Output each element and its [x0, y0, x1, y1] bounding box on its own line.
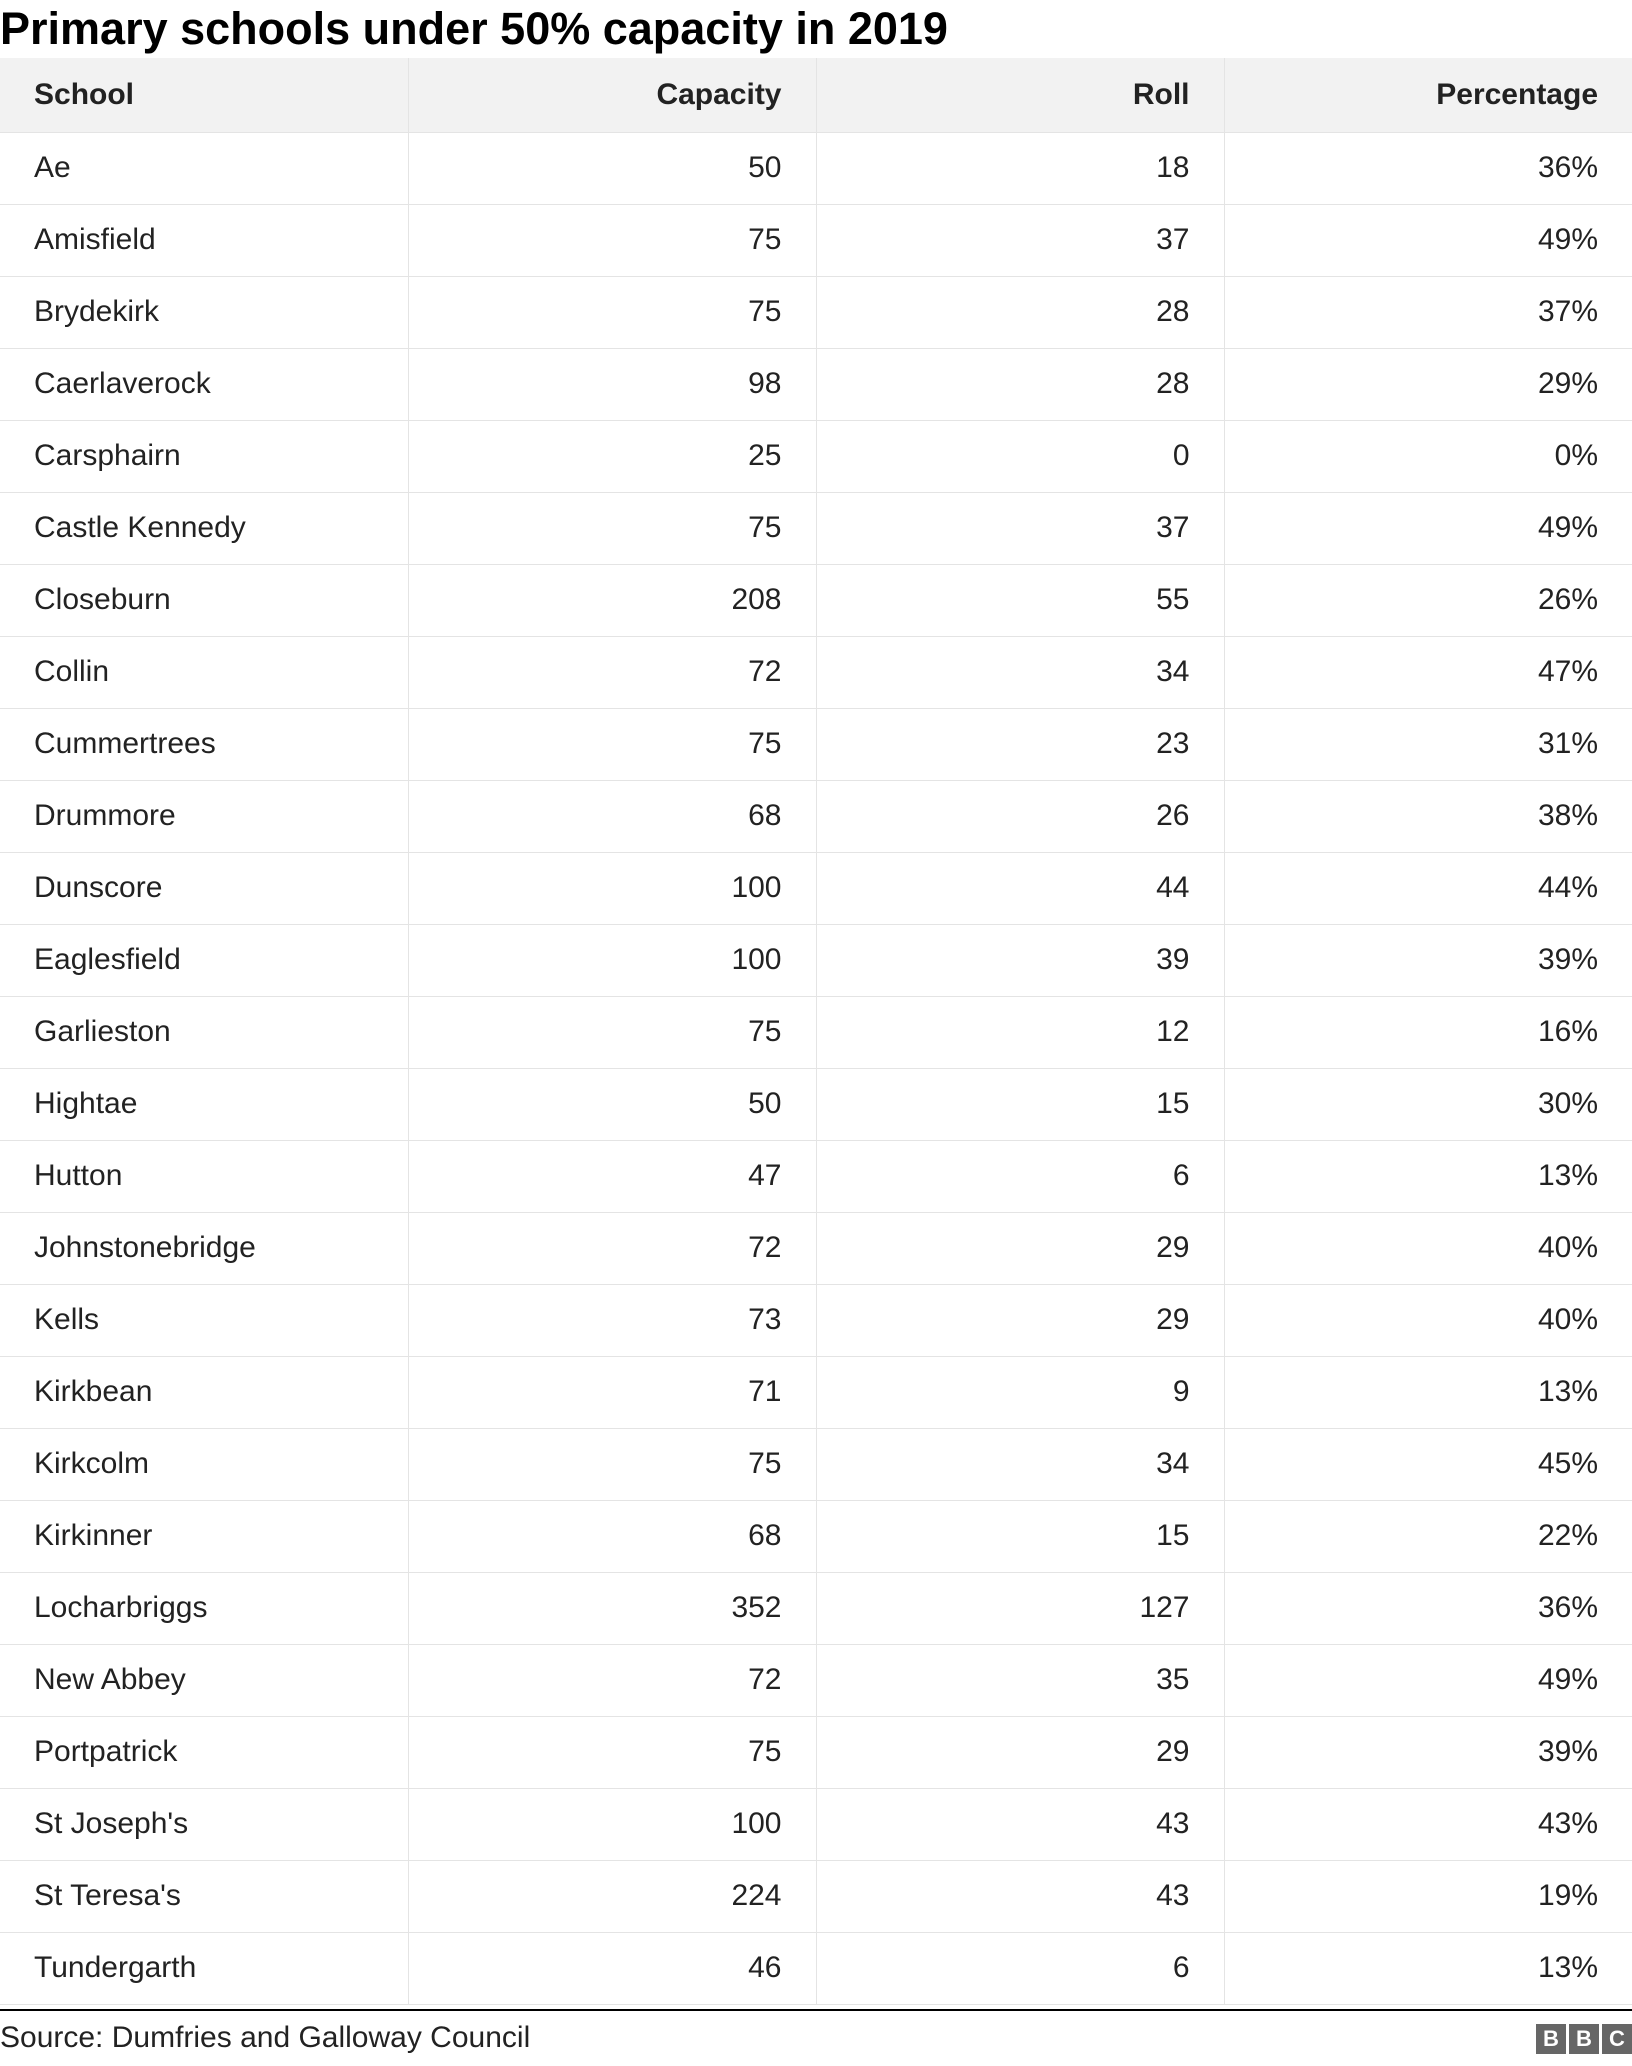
cell-percentage: 40% — [1224, 1212, 1632, 1284]
cell-roll: 28 — [816, 348, 1224, 420]
cell-capacity: 100 — [408, 1788, 816, 1860]
cell-capacity: 98 — [408, 348, 816, 420]
cell-percentage: 45% — [1224, 1428, 1632, 1500]
cell-school: St Joseph's — [0, 1788, 408, 1860]
cell-capacity: 72 — [408, 636, 816, 708]
cell-roll: 55 — [816, 564, 1224, 636]
table-row — [0, 708, 1632, 780]
cell-percentage: 22% — [1224, 1500, 1632, 1572]
cell-roll: 127 — [816, 1572, 1224, 1644]
cell-school: Tundergarth — [0, 1932, 408, 2004]
cell-capacity: 75 — [408, 492, 816, 564]
table-row — [0, 204, 1632, 276]
cell-percentage: 29% — [1224, 348, 1632, 420]
cell-capacity: 75 — [408, 204, 816, 276]
cell-school: Kirkinner — [0, 1500, 408, 1572]
cell-percentage: 43% — [1224, 1788, 1632, 1860]
cell-roll: 34 — [816, 636, 1224, 708]
cell-percentage: 44% — [1224, 852, 1632, 924]
chart-title: Primary schools under 50% capacity in 2019 — [0, 3, 948, 54]
bbc-logo-letter: B — [1569, 2024, 1599, 2054]
cell-percentage: 13% — [1224, 1140, 1632, 1212]
table-row — [0, 1428, 1632, 1500]
cell-percentage: 49% — [1224, 492, 1632, 564]
table-row — [0, 1356, 1632, 1428]
table-row — [0, 1284, 1632, 1356]
cell-percentage: 38% — [1224, 780, 1632, 852]
cell-percentage: 16% — [1224, 996, 1632, 1068]
cell-percentage: 19% — [1224, 1860, 1632, 1932]
cell-capacity: 50 — [408, 1068, 816, 1140]
bottom-divider — [0, 2009, 1632, 2011]
table-row — [0, 852, 1632, 924]
table-body — [0, 132, 1632, 2004]
cell-roll: 9 — [816, 1356, 1224, 1428]
cell-capacity: 75 — [408, 276, 816, 348]
table-header — [0, 58, 1632, 132]
cell-percentage: 13% — [1224, 1356, 1632, 1428]
cell-capacity: 75 — [408, 1716, 816, 1788]
table-row — [0, 1932, 1632, 2004]
cell-roll: 15 — [816, 1068, 1224, 1140]
cell-roll: 29 — [816, 1716, 1224, 1788]
table-row — [0, 492, 1632, 564]
header-row — [0, 58, 1632, 132]
cell-roll: 6 — [816, 1140, 1224, 1212]
column-header-capacity: Capacity — [408, 58, 816, 132]
cell-percentage: 36% — [1224, 132, 1632, 204]
cell-roll: 29 — [816, 1284, 1224, 1356]
cell-percentage: 31% — [1224, 708, 1632, 780]
column-header-roll: Roll — [816, 58, 1224, 132]
cell-school: Kells — [0, 1284, 408, 1356]
cell-roll: 35 — [816, 1644, 1224, 1716]
cell-capacity: 224 — [408, 1860, 816, 1932]
cell-school: Kirkbean — [0, 1356, 408, 1428]
table-row — [0, 276, 1632, 348]
cell-capacity: 68 — [408, 1500, 816, 1572]
bbc-logo-letter: B — [1536, 2024, 1566, 2054]
cell-school: Portpatrick — [0, 1716, 408, 1788]
cell-school: New Abbey — [0, 1644, 408, 1716]
cell-capacity: 100 — [408, 852, 816, 924]
cell-roll: 39 — [816, 924, 1224, 996]
table-row — [0, 132, 1632, 204]
cell-school: Amisfield — [0, 204, 408, 276]
table-row — [0, 1068, 1632, 1140]
cell-roll: 6 — [816, 1932, 1224, 2004]
table-row — [0, 348, 1632, 420]
cell-capacity: 72 — [408, 1644, 816, 1716]
cell-capacity: 72 — [408, 1212, 816, 1284]
cell-capacity: 352 — [408, 1572, 816, 1644]
cell-school: Collin — [0, 636, 408, 708]
table-row — [0, 564, 1632, 636]
cell-capacity: 100 — [408, 924, 816, 996]
cell-school: Caerlaverock — [0, 348, 408, 420]
cell-capacity: 75 — [408, 996, 816, 1068]
cell-percentage: 30% — [1224, 1068, 1632, 1140]
cell-roll: 18 — [816, 132, 1224, 204]
cell-roll: 15 — [816, 1500, 1224, 1572]
cell-school: Castle Kennedy — [0, 492, 408, 564]
table-row — [0, 1860, 1632, 1932]
cell-roll: 0 — [816, 420, 1224, 492]
data-table — [0, 58, 1632, 2005]
cell-school: Garlieston — [0, 996, 408, 1068]
table-row — [0, 1788, 1632, 1860]
cell-roll: 28 — [816, 276, 1224, 348]
cell-percentage: 39% — [1224, 1716, 1632, 1788]
table-row — [0, 1716, 1632, 1788]
cell-school: Johnstonebridge — [0, 1212, 408, 1284]
column-header-percentage: Percentage — [1224, 58, 1632, 132]
cell-roll: 26 — [816, 780, 1224, 852]
table-row — [0, 1500, 1632, 1572]
cell-school: Hightae — [0, 1068, 408, 1140]
cell-percentage: 49% — [1224, 1644, 1632, 1716]
cell-school: Dunscore — [0, 852, 408, 924]
cell-school: Drummore — [0, 780, 408, 852]
column-header-school: School — [0, 58, 408, 132]
cell-capacity: 47 — [408, 1140, 816, 1212]
cell-capacity: 25 — [408, 420, 816, 492]
table-row — [0, 924, 1632, 996]
cell-capacity: 71 — [408, 1356, 816, 1428]
table-row — [0, 1140, 1632, 1212]
cell-capacity: 50 — [408, 132, 816, 204]
cell-roll: 12 — [816, 996, 1224, 1068]
cell-capacity: 68 — [408, 780, 816, 852]
cell-roll: 43 — [816, 1860, 1224, 1932]
cell-percentage: 37% — [1224, 276, 1632, 348]
cell-school: Carsphairn — [0, 420, 408, 492]
cell-school: Eaglesfield — [0, 924, 408, 996]
cell-percentage: 49% — [1224, 204, 1632, 276]
cell-percentage: 36% — [1224, 1572, 1632, 1644]
source-note: Source: Dumfries and Galloway Council — [0, 2021, 531, 2054]
cell-school: Brydekirk — [0, 276, 408, 348]
table-row — [0, 1644, 1632, 1716]
cell-roll: 37 — [816, 204, 1224, 276]
table-row — [0, 1572, 1632, 1644]
cell-percentage: 47% — [1224, 636, 1632, 708]
table-row — [0, 420, 1632, 492]
cell-capacity: 208 — [408, 564, 816, 636]
cell-school: Cummertrees — [0, 708, 408, 780]
cell-roll: 29 — [816, 1212, 1224, 1284]
cell-capacity: 75 — [408, 708, 816, 780]
cell-capacity: 73 — [408, 1284, 816, 1356]
cell-capacity: 46 — [408, 1932, 816, 2004]
cell-roll: 23 — [816, 708, 1224, 780]
cell-school: Ae — [0, 132, 408, 204]
table-row — [0, 636, 1632, 708]
bbc-logo — [1536, 2024, 1632, 2054]
cell-school: Locharbriggs — [0, 1572, 408, 1644]
cell-percentage: 13% — [1224, 1932, 1632, 2004]
cell-percentage: 26% — [1224, 564, 1632, 636]
cell-percentage: 0% — [1224, 420, 1632, 492]
cell-roll: 44 — [816, 852, 1224, 924]
cell-percentage: 40% — [1224, 1284, 1632, 1356]
bbc-logo-letter: C — [1602, 2024, 1632, 2054]
table-row — [0, 780, 1632, 852]
cell-percentage: 39% — [1224, 924, 1632, 996]
cell-roll: 37 — [816, 492, 1224, 564]
cell-roll: 34 — [816, 1428, 1224, 1500]
table-row — [0, 996, 1632, 1068]
cell-school: St Teresa's — [0, 1860, 408, 1932]
cell-school: Kirkcolm — [0, 1428, 408, 1500]
cell-roll: 43 — [816, 1788, 1224, 1860]
cell-school: Hutton — [0, 1140, 408, 1212]
cell-school: Closeburn — [0, 564, 408, 636]
cell-capacity: 75 — [408, 1428, 816, 1500]
table-row — [0, 1212, 1632, 1284]
